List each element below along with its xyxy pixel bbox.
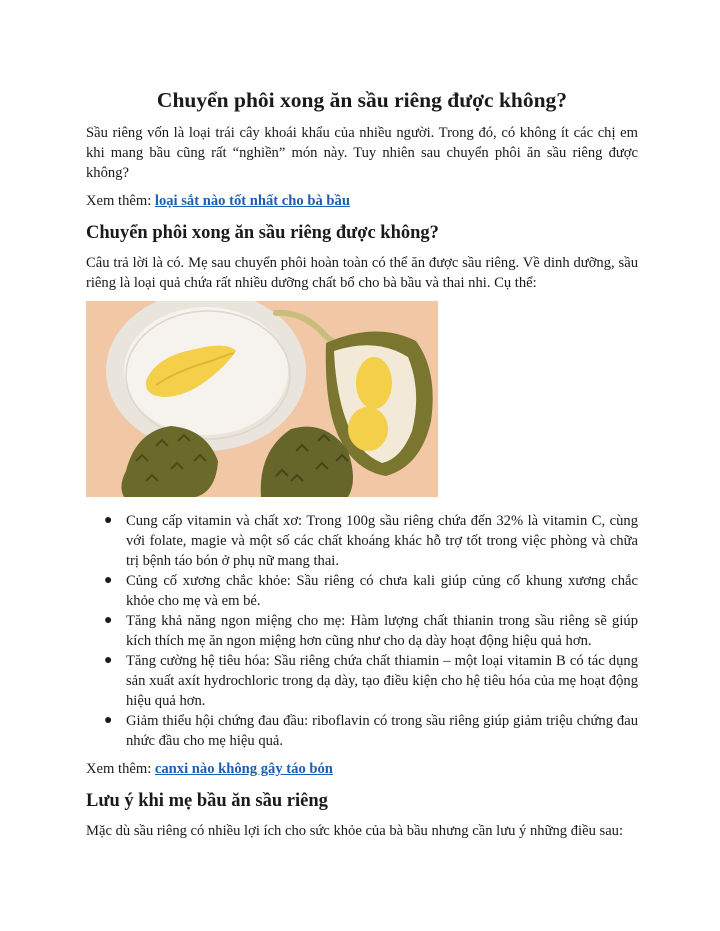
see-also-1-link[interactable]: loại sắt nào tốt nhất cho bà bầu xyxy=(154,193,350,209)
bullet-icon: ● xyxy=(104,713,113,728)
document-title: Chuyển phôi xong ăn sầu riêng được không? xyxy=(156,88,568,112)
document-content xyxy=(86,86,638,849)
see-also-2-link[interactable]: canxi nào không gây táo bón xyxy=(154,761,333,777)
section-1-paragraph: Câu trả lời là có. Mẹ sau chuyển phôi hoàn toàn có thể ăn được sầu riêng. Về dinh dưỡng, sầu riêng là loại quả chứa rất nhiều dưỡng chất bổ cho bà bầu và thai nhi. Cụ thể: xyxy=(86,255,638,291)
bullet-icon: ● xyxy=(104,653,113,668)
benefits-list xyxy=(86,511,638,751)
bullet-icon: ● xyxy=(104,513,113,528)
durian-flesh-open-2 xyxy=(348,407,388,451)
list-item: ● Giảm thiểu hội chứng đau đầu: riboflavin có trong sầu riêng giúp giảm triệu chứng đau nhức đầu cho mẹ hiệu quả. xyxy=(104,713,638,749)
bullet-icon: ● xyxy=(104,613,113,628)
list-item: ● Củng cố xương chắc khỏe: Sầu riêng có chưa kali giúp củng cố khung xương chắc khỏe cho mẹ và em bé. xyxy=(104,573,638,609)
section-2-paragraph: Mặc dù sầu riêng có nhiều lợi ích cho sức khỏe của bà bầu nhưng cần lưu ý những điều sau: xyxy=(86,823,624,839)
list-item: ● Tăng cường hệ tiêu hóa: Sầu riêng chứa chất thiamin – một loại vitamin B có tác dụng sản xuất axít hydrochloric trong dạ dày, tạo điều kiện cho hệ tiêu hóa của mẹ hoạt động hiệu quả hơn. xyxy=(104,653,638,709)
see-also-2 xyxy=(86,759,638,779)
list-item: ● Cung cấp vitamin và chất xơ: Trong 100g sầu riêng chứa đến 32% là vitamin C, cùng với folate, magie và một số các chất khoáng khác hỗ trợ tốt trong việc phòng và chữa trị bệnh táo bón ở phụ nữ mang thai. xyxy=(104,513,638,569)
bullet-icon: ● xyxy=(104,573,113,588)
durian-flesh-open-1 xyxy=(356,357,392,409)
see-also-1 xyxy=(86,191,638,211)
see-also-2-prefix: Xem thêm: xyxy=(86,761,155,777)
see-also-1-prefix: Xem thêm: xyxy=(86,193,155,209)
durian-photo xyxy=(86,301,438,497)
section-2-heading: Lưu ý khi mẹ bầu ăn sầu riêng xyxy=(86,791,328,811)
intro-paragraph: Sầu riêng vốn là loại trái cây khoái khẩu của nhiều người. Trong đó, có không ít các chị em khi mang bầu cũng rất “nghiền” món này. Tuy nhiên sau chuyển phôi ăn sầu riêng được không? xyxy=(86,125,638,181)
list-item: ● Tăng khả năng ngon miệng cho mẹ: Hàm lượng chất thianin trong sầu riêng sẽ giúp kích thích mẹ ăn ngon miệng hơn cũng như cho dạ dày hoạt động hiệu quả hơn. xyxy=(104,613,638,649)
section-1-heading: Chuyển phôi xong ăn sầu riêng được không? xyxy=(86,223,439,243)
